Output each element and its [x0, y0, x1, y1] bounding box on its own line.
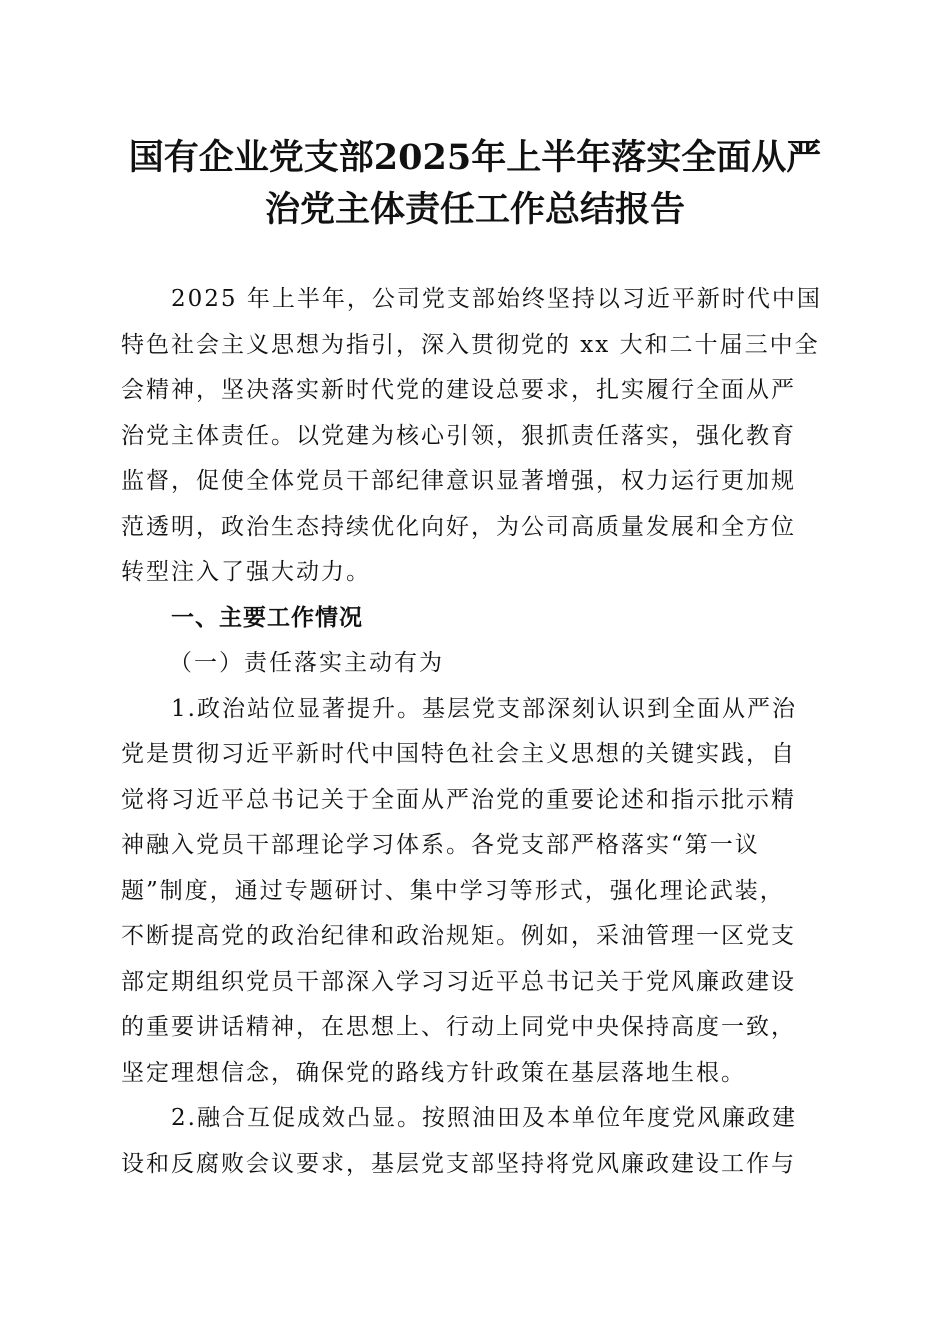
- document-body: [121, 277, 831, 1187]
- text-line: 监督，促使全体党员干部纪律意识显著增强，权力运行更加规: [121, 468, 796, 494]
- text-line: 治党主体责任。以党建为核心引领，狠抓责任落实，强化教育: [121, 422, 796, 449]
- document-title: [100, 132, 850, 236]
- text-line: 题”制度，通过专题研讨、集中学习等形式，强化理论武装，: [121, 877, 785, 904]
- text-line: 的重要讲话精神，在思想上、行动上同党中央保持高度一致，: [121, 1014, 796, 1040]
- text-line: 党是贯彻习近平新时代中国特色社会主义思想的关键实践，自: [121, 741, 796, 767]
- text-line: 不断提高党的政治纪律和政治规矩。例如，采油管理一区党支: [121, 923, 796, 949]
- item-1-paragraph: [121, 687, 831, 1097]
- text-line: 1.政治站位显著提升。基层党支部深刻认识到全面从严治: [171, 695, 797, 722]
- title-line-1: 国有企业党支部2025年上半年落实全面从严: [128, 137, 822, 178]
- text-line: 范透明，政治生态持续优化向好，为公司高质量发展和全方位: [121, 513, 796, 540]
- text-line: 觉将习近平总书记关于全面从严治党的重要论述和指示批示精: [121, 786, 796, 813]
- text-line: 神融入党员干部理论学习体系。各党支部严格落实“第一议: [121, 832, 760, 858]
- text-line: 2025 年上半年，公司党支部始终坚持以习近平新时代中国: [171, 286, 822, 312]
- text-line: 部定期组织党员干部深入学习习近平总书记关于党风廉政建设: [121, 968, 796, 995]
- subsection-heading: （一）责任落实主动有为: [169, 650, 444, 676]
- text-line: 转型注入了强大动力。: [121, 559, 371, 585]
- text-line: 设和反腐败会议要求，基层党支部坚持将党风廉政建设工作与: [121, 1150, 796, 1177]
- text-line: 特色社会主义思想为指引，深入贯彻党的 xx 大和二十届三中全: [121, 331, 820, 358]
- title-line-2: 治党主体责任工作总结报告: [264, 189, 685, 230]
- item-2-paragraph: [121, 1096, 831, 1187]
- text-line: 会精神，坚决落实新时代党的建设总要求，扎实履行全面从严: [121, 377, 796, 403]
- text-line: 2.融合互促成效凸显。按照油田及本单位年度党风廉政建: [171, 1105, 797, 1131]
- intro-paragraph: [121, 277, 831, 596]
- section-heading: 一、主要工作情况: [171, 604, 363, 631]
- text-line: 坚定理想信念，确保党的路线方针政策在基层落地生根。: [121, 1059, 746, 1086]
